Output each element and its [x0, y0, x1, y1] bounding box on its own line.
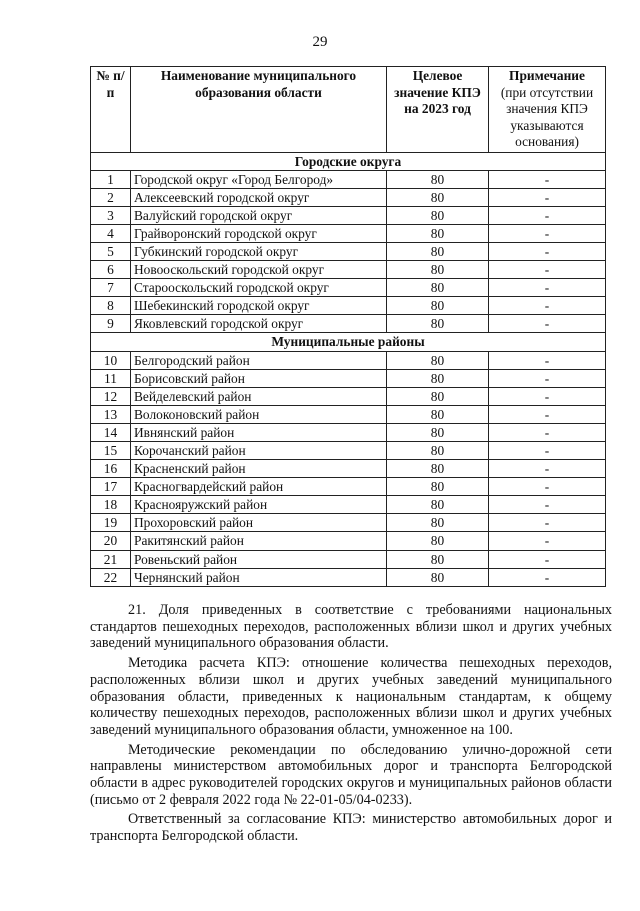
- row-number: 3: [91, 206, 131, 224]
- page-number: 29: [312, 34, 328, 50]
- table-row: [91, 460, 606, 478]
- table-row: [91, 242, 606, 260]
- row-number: 14: [91, 423, 131, 441]
- paragraph: 21. Доля приведенных в соответствие с требованиями национальных стандартов пешеходных переходов, расположенных вблизи школ и других учебных заведений муниципального образования области.: [90, 602, 612, 652]
- table-row: [91, 297, 606, 315]
- row-note: -: [489, 550, 606, 568]
- row-name: Старооскольский городской округ: [131, 279, 387, 297]
- section-row: [91, 152, 606, 170]
- row-number: 7: [91, 279, 131, 297]
- table-row: [91, 568, 606, 586]
- row-value: 80: [387, 460, 489, 478]
- paragraph: Ответственный за согласование КПЭ: министерство автомобильных дорог и транспорта Белгородской области.: [90, 811, 612, 845]
- row-value: 80: [387, 442, 489, 460]
- row-note: -: [489, 315, 606, 333]
- row-note: -: [489, 170, 606, 188]
- row-name: Ракитянский район: [131, 532, 387, 550]
- paragraph: Методика расчета КПЭ: отношение количества пешеходных переходов, расположенных вблизи школ и других учебных заведений муниципального образования области, приведенных к национальным стандартам, к общему количеству пешеходных переходов, расположенных вблизи школ и других учебных заведений муниципального образования области, умноженное на 100.: [90, 655, 612, 738]
- table-row: [91, 514, 606, 532]
- row-name: Ивнянский район: [131, 423, 387, 441]
- row-value: 80: [387, 279, 489, 297]
- paragraph: Методические рекомендации по обследованию улично-дорожной сети направлены министерством автомобильных дорог и транспорта Белгородской области в адрес руководителей городских округов и муниципальных районов области (письмо от 2 февраля 2022 года № 22-01-05/04-0233).: [90, 741, 612, 808]
- header-note-title: Примечание: [509, 68, 585, 83]
- row-note: -: [489, 387, 606, 405]
- row-number: 15: [91, 442, 131, 460]
- table-row: [91, 442, 606, 460]
- row-note: -: [489, 496, 606, 514]
- row-note: -: [489, 460, 606, 478]
- table-header-row: [91, 67, 606, 153]
- table-row: [91, 315, 606, 333]
- row-name: Прохоровский район: [131, 514, 387, 532]
- row-value: 80: [387, 550, 489, 568]
- header-note: [489, 67, 606, 153]
- row-note: -: [489, 224, 606, 242]
- row-note: -: [489, 369, 606, 387]
- row-number: 19: [91, 514, 131, 532]
- row-value: 80: [387, 261, 489, 279]
- row-name: Белгородский район: [131, 351, 387, 369]
- row-value: 80: [387, 188, 489, 206]
- row-number: 16: [91, 460, 131, 478]
- table-row: [91, 279, 606, 297]
- table-row: [91, 478, 606, 496]
- row-note: -: [489, 242, 606, 260]
- row-value: 80: [387, 351, 489, 369]
- row-value: 80: [387, 423, 489, 441]
- header-value: Целевое значение КПЭ на 2023 год: [387, 67, 489, 153]
- row-value: 80: [387, 532, 489, 550]
- row-name: Шебекинский городской округ: [131, 297, 387, 315]
- table-row: [91, 170, 606, 188]
- section-title: Городские округа: [91, 152, 606, 170]
- row-number: 21: [91, 550, 131, 568]
- row-note: -: [489, 532, 606, 550]
- table-row: [91, 532, 606, 550]
- row-number: 6: [91, 261, 131, 279]
- row-name: Красненский район: [131, 460, 387, 478]
- row-name: Вейделевский район: [131, 387, 387, 405]
- row-value: 80: [387, 170, 489, 188]
- row-note: -: [489, 297, 606, 315]
- row-note: -: [489, 261, 606, 279]
- row-value: 80: [387, 568, 489, 586]
- row-note: -: [489, 478, 606, 496]
- row-name: Яковлевский городской округ: [131, 315, 387, 333]
- row-name: Чернянский район: [131, 568, 387, 586]
- row-number: 4: [91, 224, 131, 242]
- row-note: -: [489, 351, 606, 369]
- row-number: 10: [91, 351, 131, 369]
- row-name: Красногвардейский район: [131, 478, 387, 496]
- row-note: -: [489, 514, 606, 532]
- row-value: 80: [387, 224, 489, 242]
- table-row: [91, 224, 606, 242]
- row-name: Губкинский городской округ: [131, 242, 387, 260]
- row-note: -: [489, 206, 606, 224]
- row-name: Корочанский район: [131, 442, 387, 460]
- row-name: Валуйский городской округ: [131, 206, 387, 224]
- row-number: 1: [91, 170, 131, 188]
- row-value: 80: [387, 405, 489, 423]
- header-num: № п/п: [91, 67, 131, 153]
- row-number: 11: [91, 369, 131, 387]
- row-name: Борисовский район: [131, 369, 387, 387]
- row-number: 18: [91, 496, 131, 514]
- table-row: [91, 261, 606, 279]
- row-note: -: [489, 442, 606, 460]
- row-value: 80: [387, 206, 489, 224]
- row-name: Ровеньский район: [131, 550, 387, 568]
- row-number: 22: [91, 568, 131, 586]
- table-row: [91, 387, 606, 405]
- table-row: [91, 423, 606, 441]
- row-note: -: [489, 188, 606, 206]
- table-row: [91, 405, 606, 423]
- row-note: -: [489, 405, 606, 423]
- row-value: 80: [387, 297, 489, 315]
- section-row: [91, 333, 606, 351]
- table-row: [91, 206, 606, 224]
- row-value: 80: [387, 478, 489, 496]
- table-row: [91, 369, 606, 387]
- row-number: 2: [91, 188, 131, 206]
- row-note: -: [489, 279, 606, 297]
- row-note: -: [489, 568, 606, 586]
- row-number: 5: [91, 242, 131, 260]
- row-number: 9: [91, 315, 131, 333]
- section-title: Муниципальные районы: [91, 333, 606, 351]
- table-row: [91, 496, 606, 514]
- body-text: [90, 602, 612, 848]
- table-row: [91, 351, 606, 369]
- header-note-subtitle: (при отсутствии значения КПЭ указываются основания): [500, 84, 594, 149]
- row-value: 80: [387, 369, 489, 387]
- row-name: Новооскольский городской округ: [131, 261, 387, 279]
- header-name: Наименование муниципального образования области: [131, 67, 387, 153]
- row-name: Городской округ «Город Белгород»: [131, 170, 387, 188]
- table-row: [91, 188, 606, 206]
- row-number: 20: [91, 532, 131, 550]
- row-value: 80: [387, 242, 489, 260]
- row-value: 80: [387, 315, 489, 333]
- row-note: -: [489, 423, 606, 441]
- row-name: Алексеевский городской округ: [131, 188, 387, 206]
- kpe-table: [90, 66, 606, 587]
- table-row: [91, 550, 606, 568]
- row-number: 13: [91, 405, 131, 423]
- row-number: 17: [91, 478, 131, 496]
- row-name: Грайворонский городской округ: [131, 224, 387, 242]
- row-value: 80: [387, 496, 489, 514]
- row-value: 80: [387, 514, 489, 532]
- table-body: [91, 152, 606, 586]
- row-number: 8: [91, 297, 131, 315]
- row-number: 12: [91, 387, 131, 405]
- row-name: Краснояружский район: [131, 496, 387, 514]
- row-name: Волоконовский район: [131, 405, 387, 423]
- row-value: 80: [387, 387, 489, 405]
